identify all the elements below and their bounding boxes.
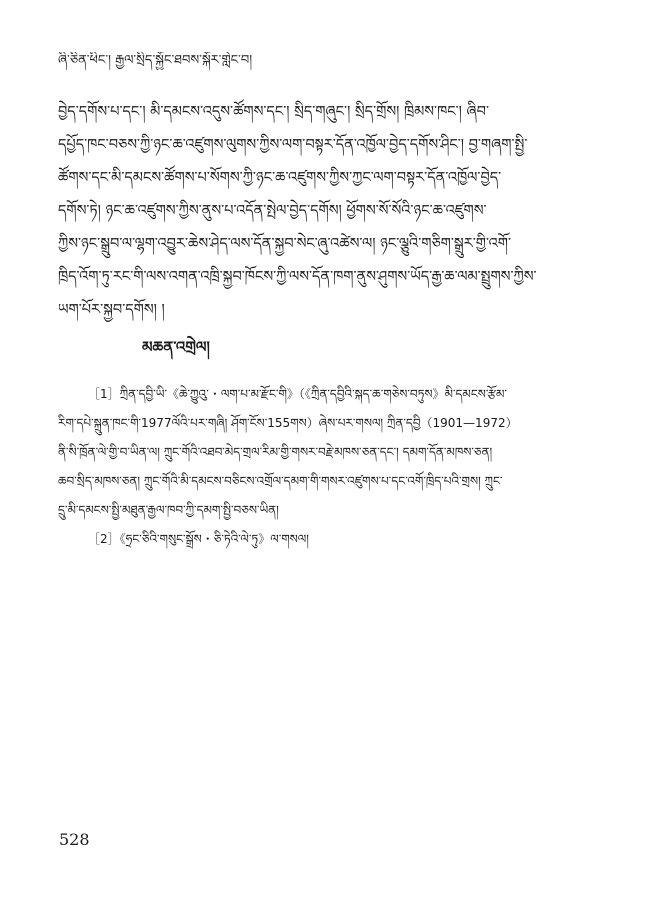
note-line: ཆབ་སྲིད་མཁས་ཅན། ཀྲུང་གོའི་མི་དམངས་བཅིངས་འགྲོལ་དམག་གི་གསར་འཛུགས་པ་དང་འགོ་ཁྲིད་པའི་གྲས། ཀྲུང་ [58, 474, 503, 488]
note-line: རིག་དཔེ་སྐྲུན་ཁང་གི་1977ལོའི་པར་གཞི། ཤོག་ངོས་155གས）ཞེས་པར་གསལ། ཀྲིན་དབྱི（1901—1972） [58, 416, 518, 430]
body-line: ཀྱིས་ཉང་སྒྲུབ་ལ་ལྷག་འབྱུར་ཆེས་ཤེད་ལས་དོན་སྐྱབ་སེང་ཞུ་འཚེས་ལ། ཉང་ལྕུའི་གཅིག་སྒྲུར་གྱི་འགོ་ [58, 236, 511, 252]
running-head: ཞི་ཅིན་ཕིང་། རྒྱལ་སྲིད་སྐྱོང་ཐབས་སྐོར་གླེང་བ། [58, 53, 253, 68]
body-paragraph [58, 96, 618, 327]
section-title: མཆན་འགྲེལ། [142, 338, 210, 356]
body-line: ཡག་པོར་སྐྱབ་དགོས། ། [58, 302, 165, 318]
body-line: དགོས་ཏེ། ཉང་ཆ་འཛུགས་ཀྱིས་ནུས་པ་འདོན་སྤེལ་བྱེད་དགོས། ཕྱོགས་སོ་སོའི་ཉང་ཆ་འཛུགས་ [58, 203, 487, 219]
note-line: ［1］ཀྲིན་དབྱི་ཡི་《ཆེ་ཀྱུའུ་・ལག་པ་མ་རྫོང་གི》（《ཀྲིན་དབྱིའི་སྐད་ཆ་གཅེས་བཏུས》མི་དམངས་རྩོམ་ [88, 387, 507, 401]
note-line: དྲུ་མི་དམངས་སྤྱི་མཐུན་རྒྱལ་ཁབ་ཀྱི་དམག་སྤྱི་བཅས་ཡིན། [58, 503, 279, 517]
body-line: ཁྲིད་འོག་ཏུ་རང་གི་ལས་འགན་འཁྲི་སྐྱབ་ཁོངས་ཀྱི་ལས་དོན་ཁག་ནུས་ཤུགས་ཡོད་རྒྱ་ཆ་ལམ་སྤྲུགས་ཀྱིས་ [58, 269, 537, 285]
body-line: དཔྱོད་ཁང་བཅས་ཀྱི་ཉང་ཆ་འཛུགས་ལུགས་ཀྱིས་ལག་བསྟར་དོན་འཁྱོལ་བྱེད་དགོས་ཤིང་། བྱ་གཞག་སྤྱི་ [58, 137, 528, 153]
body-line: བྱེད་དགོས་པ་དང་། མི་དམངས་འདུས་ཚོགས་དང་། སྲིད་གཞུང་། སྲིད་གྲོས། ཁྲིམས་ཁང་། ཞིབ་ [58, 104, 489, 120]
note-line: ནི་སི་ཁྲོན་ལེ་གྱི་བ་ཡིན་ལ། ཀྲུང་གོའི་འཐབ་མེད་གྲལ་རིམ་གྱི་གསར་བརྗེ་མཁས་ཅན་དང་། དམག་དོན་མཁས་ཅན། [58, 445, 493, 459]
note-line: ［2］《ཧྲང་ཅིའི་གསུང་སྒྲོས・ཅི་ཏེའི་ལེ་ཏུ》ལ་གསལ། [88, 532, 309, 546]
body-line: ཚོགས་དང་མི་དམངས་ཚོགས་པ་སོགས་ཀྱི་ཉང་ཆ་འཛུགས་ཀྱིས་ཀྱང་ལག་བསྟར་དོན་འཁྱོལ་བྱེད་ [58, 170, 502, 186]
notes-block [58, 380, 618, 554]
page-number: 528 [59, 830, 90, 849]
